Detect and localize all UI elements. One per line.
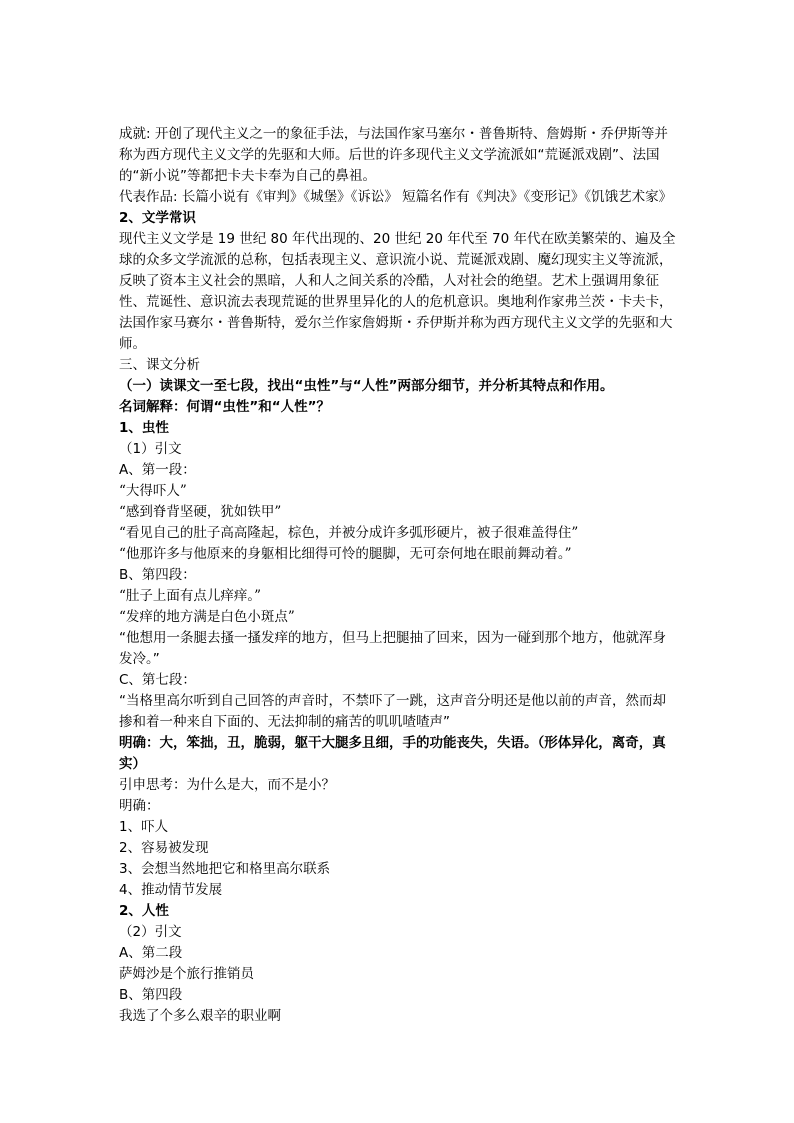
task-instruction: （一）读课文一至七段，找出“虫性”与“人性”两部分细节，并分析其特点和作用。 — [119, 378, 614, 394]
achievement-paragraph: 成就: 开创了现代主义之一的象征手法，与法国作家马塞尔・普鲁斯特、詹姆斯・乔伊斯等并称为西方现代主义文学的先驱和大师。后世的许多现代主义文学流派如“荒诞派戏剧”、法国的“新小说”等都把卡夫卡奉为自己的鼻祖。 — [119, 126, 668, 184]
extended-thinking-question: 引申思考：为什么是大，而不是小？ — [119, 777, 335, 793]
quote-line: “他那许多与他原来的身躯相比细得可怜的腿脚，无可奈何地在眼前舞动着。” — [119, 546, 572, 562]
paragraph-label-b: B、第四段 — [119, 987, 183, 1003]
paragraph-label-a: A、第一段： — [119, 462, 196, 478]
list-item: 2、容易被发现 — [119, 840, 209, 856]
paragraph-label-c: C、第七段： — [119, 672, 196, 688]
list-item: 4、推动情节发展 — [119, 882, 223, 898]
text-line: 萨姆沙是个旅行推销员 — [119, 966, 254, 982]
list-item: 3、会想当然地把它和格里高尔联系 — [119, 861, 331, 877]
representative-works-paragraph: 代表作品: 长篇小说有《审判》《城堡》《诉讼》 短篇名作有《判决》《变形记》《饥饿艺术家》 — [119, 189, 673, 205]
subheading-quotes-1: （1）引文 — [119, 441, 182, 457]
document-body — [119, 124, 679, 1027]
section-heading-literary-knowledge: 2、文学常识 — [119, 210, 196, 226]
quote-line: “肚子上面有点儿痒痒。” — [119, 588, 262, 604]
text-line: 我选了个多么艰辛的职业啊 — [119, 1008, 281, 1024]
quote-line: “大得吓人” — [119, 483, 187, 499]
term-explanation-question: 名词解释：何谓“虫性”和“人性”？ — [119, 399, 330, 415]
clarification-line: 明确：大，笨拙，丑，脆弱，躯干大腿多且细，手的功能丧失，失语。（形体异化，离奇，真实） — [119, 735, 666, 772]
list-item: 1、吓人 — [119, 819, 169, 835]
section-heading-text-analysis: 三、课文分析 — [119, 357, 200, 373]
subheading-insect-nature: 1、虫性 — [119, 420, 169, 436]
quote-line: “看见自己的肚子高高隆起，棕色，并被分成许多弧形硬片，被子很难盖得住” — [119, 525, 579, 541]
quote-line: “感到脊背坚硬，犹如铁甲” — [119, 504, 282, 520]
clarification-label: 明确： — [119, 798, 160, 814]
quote-line: “他想用一条腿去搔一搔发痒的地方，但马上把腿抽了回来，因为一碰到那个地方，他就浑身发冷。” — [119, 630, 666, 667]
paragraph-label-b: B、第四段： — [119, 567, 196, 583]
subheading-human-nature: 2、人性 — [119, 903, 169, 919]
quote-line: “当格里高尔听到自己回答的声音时，不禁吓了一跳，这声音分明还是他以前的声音，然而却掺和着一种来自下面的、无法抑制的痛苦的叽叽喳喳声” — [119, 693, 666, 730]
quote-line: “发痒的地方满是白色小斑点” — [119, 609, 295, 625]
paragraph-label-a: A、第二段 — [119, 945, 183, 961]
subheading-quotes-2: （2）引文 — [119, 924, 182, 940]
modernism-paragraph: 现代主义文学是 19 世纪 80 年代出现的、20 世纪 20 年代至 70 年代在欧美繁荣的、遍及全球的众多文学流派的总称，包括表现主义、意识流小说、荒诞派戏剧、魔幻现实主义等流派，反映了资本主义社会的黑暗，人和人之间关系的冷酷，人对社会的绝望。艺术上强调用象征性、荒诞性、意识流去表现荒诞的世界里异化的人的危机意识。奥地利作家弗兰茨・卡夫卡，法国作家马赛尔・普鲁斯特，爱尔兰作家詹姆斯・乔伊斯并称为西方现代主义文学的先驱和大师。 — [119, 231, 676, 352]
